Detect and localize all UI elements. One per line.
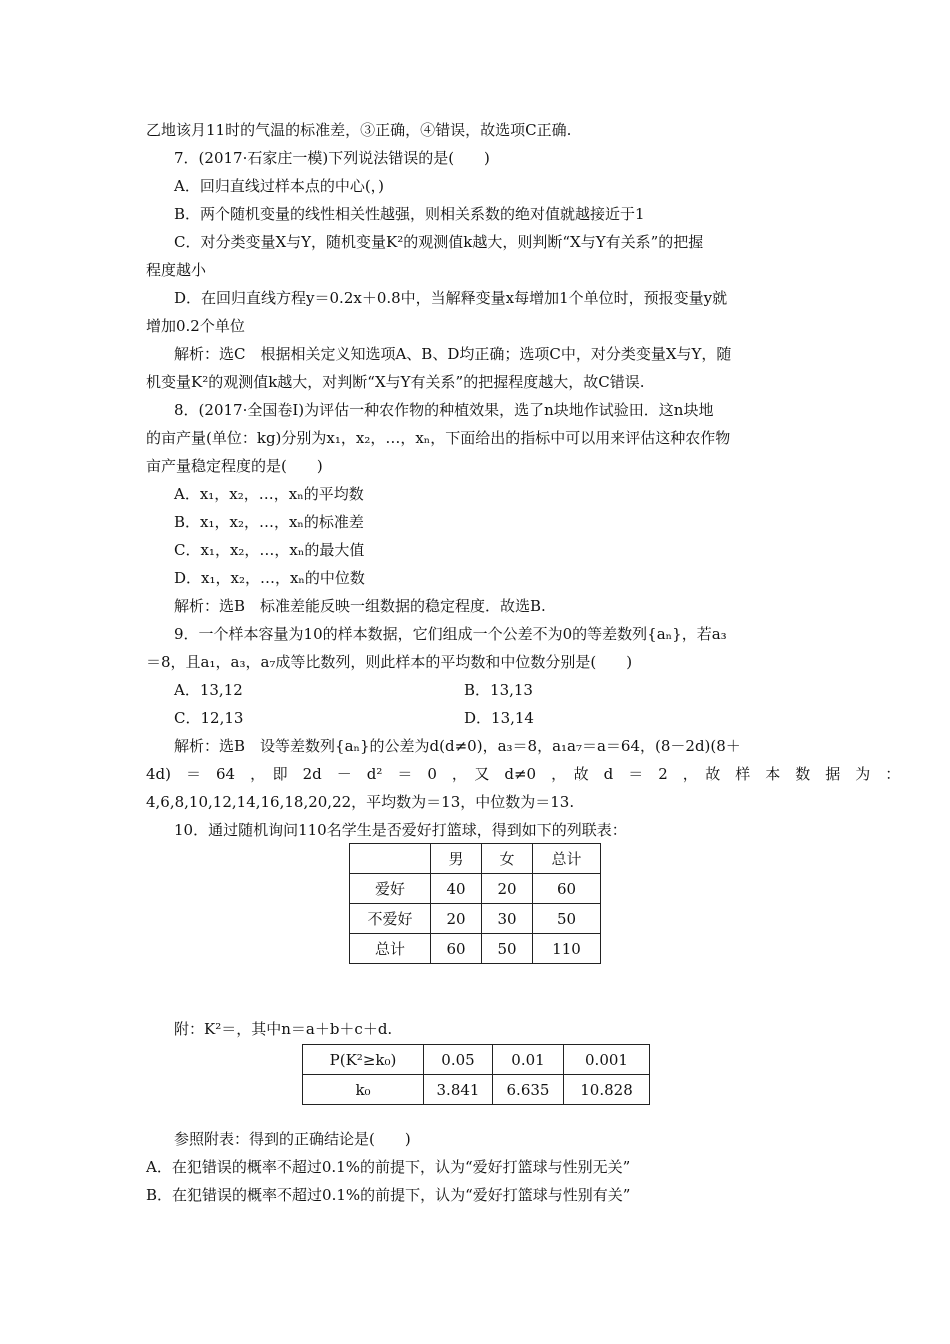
table-row: [303, 1075, 650, 1105]
question-8-line2: 的亩产量(单位：kg)分别为x₁，x₂，…，xₙ，下面给出的指标中可以用来评估这种农作物: [146, 429, 731, 447]
option-10a: A．在犯错误的概率不超过0.1%的前提下，认为“爱好打篮球与性别无关”: [146, 1158, 631, 1176]
option-9a: A．13,12: [174, 681, 243, 699]
table-cell: 30: [482, 904, 533, 934]
question-7: 7．(2017·石家庄一模)下列说法错误的是( ): [174, 149, 490, 167]
option-7b: B．两个随机变量的线性相关性越强，则相关系数的绝对值就越接近于1: [174, 205, 645, 223]
table-cell: 50: [533, 904, 601, 934]
answer-8: 解析：选B 标准差能反映一组数据的稳定程度．故选B.: [174, 597, 546, 615]
question-9-line1: 9．一个样本容量为10的样本数据，它们组成一个公差不为0的等差数列{aₙ}，若a₃: [174, 625, 727, 643]
table-cell: 6.635: [493, 1075, 564, 1105]
table-cell: P(K²≥k₀): [303, 1045, 424, 1075]
table-cell: 110: [533, 934, 601, 964]
contingency-table: [349, 843, 601, 964]
table-row: [350, 904, 601, 934]
text-line: 乙地该月11时的气温的标准差，③正确，④错误，故选项C正确.: [146, 121, 572, 139]
table-row: [303, 1045, 650, 1075]
table-row: [350, 934, 601, 964]
question-8-line1: 8．(2017·全国卷Ⅰ)为评估一种农作物的种植效果，选了n块地作试验田．这n块地: [174, 401, 714, 419]
table-cell: 20: [482, 874, 533, 904]
option-7c-line1: C．对分类变量X与Y，随机变量K²的观测值k越大，则判断“X与Y有关系”的把握: [174, 233, 704, 251]
table-cell: 20: [431, 904, 482, 934]
table-cell: 0.01: [493, 1045, 564, 1075]
table-cell: 60: [431, 934, 482, 964]
table-cell: [350, 844, 431, 874]
answer-7-line2: 机变量K²的观测值k越大，对判断“X与Y有关系”的把握程度越大，故C错误.: [146, 373, 645, 391]
option-9b: B．13,13: [464, 681, 533, 699]
question-9-line2: ＝8，且a₁，a₃，a₇成等比数列，则此样本的平均数和中位数分别是( ): [146, 653, 633, 671]
answer-7-line1: 解析：选C 根据相关定义知选项A、B、D均正确；选项C中，对分类变量X与Y，随: [174, 345, 732, 363]
table-cell: 60: [533, 874, 601, 904]
option-8b: B．x₁，x₂，…，xₙ的标准差: [174, 513, 364, 531]
table-cell: 10.828: [564, 1075, 650, 1105]
table-cell: 3.841: [424, 1075, 493, 1105]
table-cell: 总计: [533, 844, 601, 874]
table-cell: k₀: [303, 1075, 424, 1105]
option-10b: B．在犯错误的概率不超过0.1%的前提下，认为“爱好打篮球与性别有关”: [146, 1186, 631, 1204]
table-cell: 40: [431, 874, 482, 904]
reference-question: 参照附表：得到的正确结论是( ): [174, 1130, 411, 1148]
option-7c-line2: 程度越小: [146, 261, 207, 279]
option-9c: C．12,13: [174, 709, 244, 727]
table-cell: 男: [431, 844, 482, 874]
table-row: [350, 874, 601, 904]
option-7d-line2: 增加0.2个单位: [146, 317, 245, 335]
table-cell: 总计: [350, 934, 431, 964]
option-8d: D．x₁，x₂，…，xₙ的中位数: [174, 569, 365, 587]
option-7d-line1: D．在回归直线方程y＝0.2x＋0.8中，当解释变量x每增加1个单位时，预报变量y就: [174, 289, 728, 307]
answer-9-line1: 解析：选B 设等差数列{aₙ}的公差为d(d≠0)，a₃＝8，a₁a₇＝a＝64，(8－2d)(8＋: [174, 737, 741, 755]
option-9d: D．13,14: [464, 709, 534, 727]
option-7a: A．回归直线过样本点的中心(，): [174, 177, 385, 195]
table-header-row: [350, 844, 601, 874]
answer-9-line3: 4,6,8,10,12,14,16,18,20,22，平均数为＝13，中位数为＝13.: [146, 793, 575, 811]
table-cell: 50: [482, 934, 533, 964]
critical-value-table: [302, 1044, 650, 1105]
table-cell: 爱好: [350, 874, 431, 904]
question-10: 10．通过随机询问110名学生是否爱好打篮球，得到如下的列联表：: [174, 821, 627, 839]
table-cell: 0.001: [564, 1045, 650, 1075]
option-8a: A．x₁，x₂，…，xₙ的平均数: [174, 485, 364, 503]
table-cell: 0.05: [424, 1045, 493, 1075]
answer-9-line2: 4d) ＝ 64 ， 即 2d － d² ＝ 0 ， 又 d≠0 ， 故 d ＝ 2 ， 故 样 本 数 据 为 ：: [146, 765, 901, 783]
table-cell: 女: [482, 844, 533, 874]
table-cell: 不爱好: [350, 904, 431, 934]
question-8-line3: 亩产量稳定程度的是( ): [146, 457, 323, 475]
formula-note: 附：K²＝，其中n＝a＋b＋c＋d.: [174, 1020, 393, 1038]
option-8c: C．x₁，x₂，…，xₙ的最大值: [174, 541, 365, 559]
